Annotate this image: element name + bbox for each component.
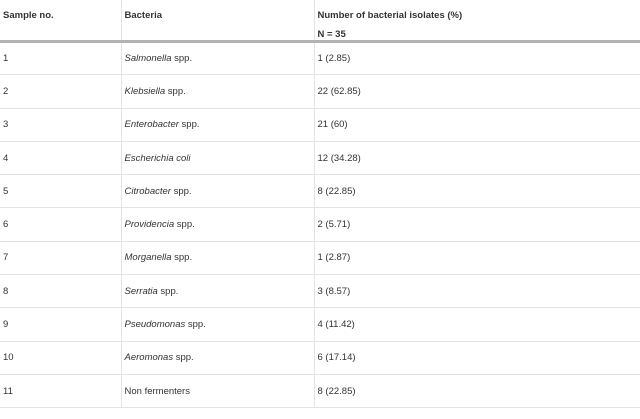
bacteria-cell — [121, 241, 314, 274]
table-row — [0, 108, 640, 141]
sample-no-cell — [0, 374, 121, 407]
bacteria-cell — [121, 275, 314, 308]
isolates-cell — [314, 42, 640, 75]
sample-no: 9 — [3, 319, 9, 331]
bacteria-genus: Escherichia coli — [124, 152, 191, 164]
table-row — [0, 208, 640, 241]
bacteria-cell — [121, 75, 314, 108]
isolates-value: 1 (2.85) — [317, 53, 351, 65]
bacteria-genus: Enterobacter — [124, 119, 179, 131]
bacteria-cell — [121, 141, 314, 174]
bacteria-genus: Salmonella — [124, 53, 172, 65]
bacteria-suffix: spp. — [165, 85, 186, 97]
bacteria-suffix: spp. — [171, 252, 193, 264]
sample-no: 7 — [3, 252, 9, 264]
sample-no: 3 — [3, 119, 9, 131]
bacteria-suffix: spp. — [157, 285, 179, 297]
bacteria-genus: Serratia — [124, 285, 158, 297]
sample-no: 10 — [3, 352, 14, 364]
bacteria-genus: Pseudomonas — [124, 319, 186, 331]
header-sample-no-label: Sample no. — [3, 10, 54, 21]
table-row — [0, 308, 640, 341]
table-row — [0, 341, 640, 374]
sample-no: 2 — [3, 85, 9, 97]
bacteria-suffix: spp. — [171, 53, 193, 65]
bacteria-suffix: spp. — [185, 319, 206, 331]
sample-no: 5 — [3, 185, 9, 197]
sample-no: 8 — [3, 285, 9, 297]
header-row — [0, 0, 640, 42]
bacteria-suffix: spp. — [170, 185, 192, 197]
table-row — [0, 141, 640, 174]
table-body — [0, 42, 640, 408]
sample-no-cell — [0, 75, 121, 108]
table-row — [0, 175, 640, 208]
isolates-cell — [314, 308, 640, 341]
bacteria-cell — [121, 341, 314, 374]
table-row — [0, 275, 640, 308]
isolates-value: 4 (11.42) — [317, 319, 355, 331]
bacteria-suffix: Non fermenters — [124, 385, 190, 397]
bacteria-genus: Klebsiella — [124, 85, 166, 97]
sample-no: 11 — [3, 385, 13, 397]
isolates-value: 12 (34.28) — [317, 152, 361, 164]
table-row — [0, 42, 640, 75]
table-row — [0, 75, 640, 108]
isolates-value: 21 (60) — [317, 119, 348, 131]
bacteria-genus: Morganella — [124, 252, 172, 264]
bacteria-cell — [121, 208, 314, 241]
bacteria-cell — [121, 175, 314, 208]
table-row — [0, 241, 640, 274]
isolates-cell — [314, 275, 640, 308]
isolates-value: 8 (22.85) — [317, 185, 356, 197]
sample-no: 1 — [3, 53, 9, 65]
header-isolates-n: N = 35 — [317, 29, 346, 40]
sample-no-cell — [0, 241, 121, 274]
sample-no-cell — [0, 341, 121, 374]
bacteria-genus: Providencia — [124, 219, 175, 231]
sample-no-cell — [0, 175, 121, 208]
header-sample-no — [0, 0, 121, 42]
sample-no: 6 — [3, 219, 9, 231]
isolates-cell — [314, 175, 640, 208]
isolates-cell — [314, 374, 640, 407]
table-header — [0, 0, 640, 42]
sample-no-cell — [0, 108, 121, 141]
header-isolates — [314, 0, 640, 42]
isolates-cell — [314, 75, 640, 108]
bacteria-genus: Aeromonas — [124, 352, 174, 364]
sample-no: 4 — [3, 152, 9, 164]
header-bacteria-label: Bacteria — [124, 10, 162, 21]
bacteria-suffix: spp. — [178, 119, 200, 131]
bacteria-cell — [121, 108, 314, 141]
sample-no-cell — [0, 42, 121, 75]
isolates-value: 2 (5.71) — [317, 219, 351, 231]
bacteria-cell — [121, 42, 314, 75]
bacteria-suffix: spp. — [174, 219, 195, 231]
table-row — [0, 374, 640, 407]
isolates-value: 3 (8.57) — [317, 285, 351, 297]
sample-no-cell — [0, 308, 121, 341]
isolates-cell — [314, 141, 640, 174]
bacteria-genus: Citrobacter — [124, 185, 171, 197]
isolates-value: 8 (22.85) — [317, 385, 356, 397]
sample-no-cell — [0, 208, 121, 241]
isolates-value: 6 (17.14) — [317, 352, 356, 364]
isolates-cell — [314, 341, 640, 374]
bacteria-suffix: spp. — [173, 352, 194, 364]
isolates-value: 1 (2.87) — [317, 252, 351, 264]
isolates-cell — [314, 241, 640, 274]
sample-no-cell — [0, 141, 121, 174]
sample-no-cell — [0, 275, 121, 308]
isolates-cell — [314, 108, 640, 141]
isolates-cell — [314, 208, 640, 241]
bacteria-cell — [121, 308, 314, 341]
header-isolates-label: Number of bacterial isolates (%) — [317, 10, 463, 21]
isolates-value: 22 (62.85) — [317, 85, 361, 97]
bacteria-cell — [121, 374, 314, 407]
header-bacteria — [121, 0, 314, 42]
